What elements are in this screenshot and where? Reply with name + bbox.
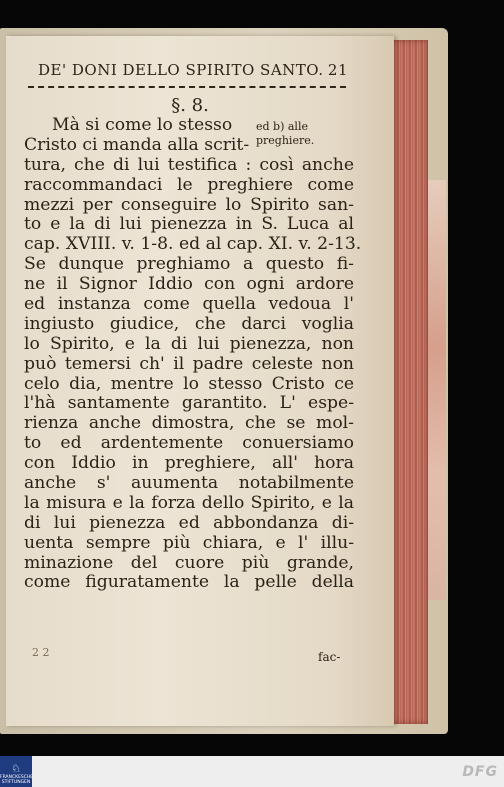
text-line: minazione del cuore più grande, xyxy=(24,552,354,573)
text-line: lo Spirito, e la di lui pienezza, non xyxy=(24,333,354,354)
library-logo-text: FRANCKESCHE xyxy=(0,775,34,780)
catchword: fac- xyxy=(318,650,341,664)
text-line: mezzi per conseguire lo Spirito san- xyxy=(24,194,354,215)
text-line: celo dia, mentre lo stesso Cristo ce xyxy=(24,373,354,394)
text-line: to ed ardentemente conuersiamo xyxy=(24,433,354,454)
text-line: Se dunque preghiamo a questo fi- xyxy=(24,254,354,275)
text-line: l'hà santamente garantito. L' espe- xyxy=(24,393,354,414)
text-line: Cristo ci manda alla scrit- xyxy=(24,134,250,155)
text-line: tura, che di lui testifica : così anche xyxy=(24,154,354,175)
text-line: rienza anche dimostra, che se mol- xyxy=(24,413,354,434)
text-line: Mà si come lo stesso xyxy=(52,115,233,135)
text-line: con Iddio in preghiere, all' hora xyxy=(24,453,354,474)
margin-note-line: preghiere. xyxy=(256,134,315,147)
text-line: to e la di lui pienezza in S. Luca al xyxy=(24,214,354,235)
running-head-title: DE' DONI DELLO SPIRITO SANTO. xyxy=(38,61,324,79)
text-line: ingiusto giudice, che darci voglia xyxy=(24,313,354,334)
viewer-footer-bar xyxy=(0,756,504,787)
section-mark: §. 8. xyxy=(171,95,209,116)
dfg-logo[interactable]: DFG xyxy=(462,764,498,780)
text-line: ed instanza come quella vedoua l' xyxy=(24,294,354,315)
running-head xyxy=(38,61,348,79)
library-logo-icon: ♘ xyxy=(11,762,21,775)
body-text xyxy=(24,115,362,593)
text-line: come figuratamente la pelle della xyxy=(24,572,354,593)
text-line: può temersi ch' il padre celeste non xyxy=(24,353,354,374)
header-rule xyxy=(28,86,346,88)
text-line: ne il Signor Iddio con ogni ardore xyxy=(24,274,354,295)
signature-mark: 2 2 xyxy=(32,646,50,659)
page-number: 21 xyxy=(327,61,348,79)
text-line: la misura e la forza dello Spirito, e la xyxy=(24,492,354,513)
red-stained-edge xyxy=(428,180,446,600)
text-line: uenta sempre più chiara, e l' illu- xyxy=(24,532,354,553)
text-line: anche s' auumenta notabilmente xyxy=(24,473,354,494)
library-logo[interactable] xyxy=(0,756,32,787)
margin-note-line: ed b) alle xyxy=(256,120,308,133)
library-logo-text: STIFTUNGEN xyxy=(1,780,31,785)
text-line: cap. XVIII. v. 1-8. ed al cap. XI. v. 2-13. xyxy=(24,234,362,255)
text-line: raccommandaci le preghiere come xyxy=(24,174,354,195)
text-line: di lui pienezza ed abbondanza di- xyxy=(24,512,354,533)
red-page-edges xyxy=(388,40,428,724)
